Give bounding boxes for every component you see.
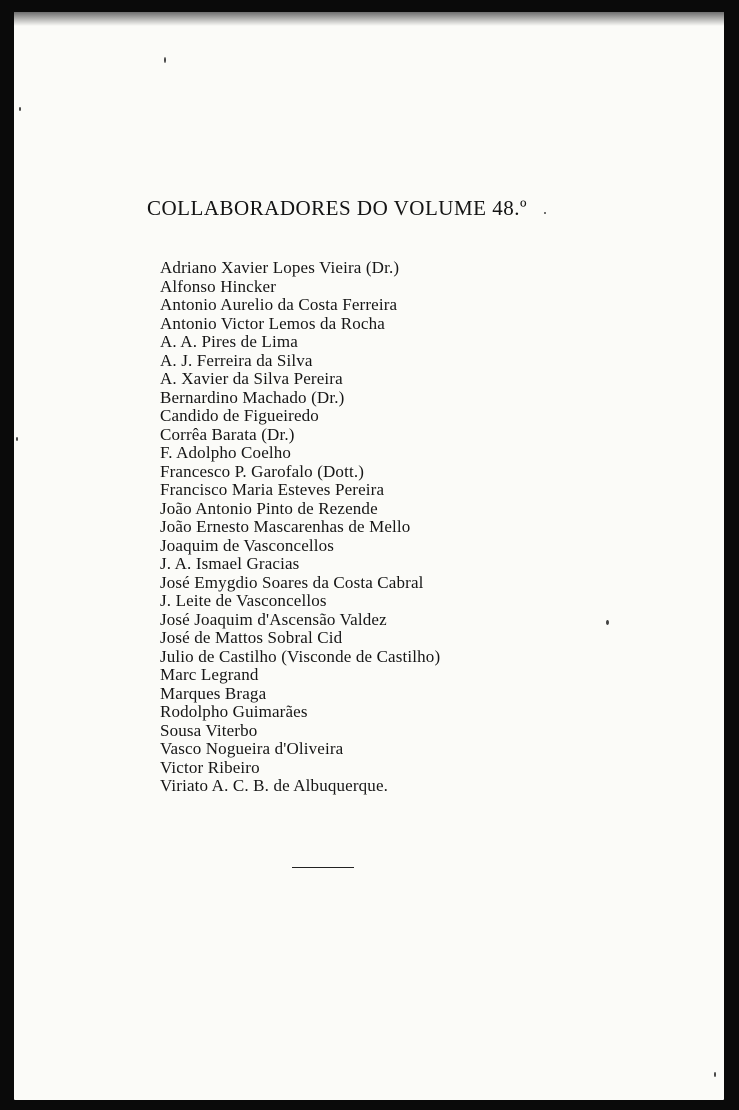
contributor-name: F. Adolpho Coelho (160, 443, 292, 462)
contributor-name: Francesco P. Garofalo (Dott.) (160, 461, 365, 481)
contributor-name: Alfonso Hincker (160, 276, 277, 296)
contributor-name: Rodolpho Guimarães (160, 702, 308, 721)
scan-speck (544, 212, 546, 214)
contributor-name: Antonio Victor Lemos da Rocha (160, 313, 385, 333)
contributor-name: Antonio Aurelio da Costa Ferreira (160, 295, 398, 314)
contributor-name: Francisco Maria Esteves Pereira (160, 480, 385, 499)
page-title: COLLABORADORES DO VOLUME 48.º (147, 196, 527, 220)
contributor-name: A. Xavier da Silva Pereira (160, 369, 343, 388)
contributor-name: João Antonio Pinto de Rezende (160, 498, 378, 518)
contributor-name: Victor Ribeiro (160, 757, 260, 777)
contributor-name: Adriano Xavier Lopes Vieira (Dr.) (160, 258, 400, 277)
contributor-name: A. A. Pires de Lima (160, 332, 298, 351)
contributor-list (160, 259, 440, 796)
end-rule (292, 867, 354, 868)
contributor-name: Candido de Figueiredo (160, 406, 319, 425)
contributor-name: J. Leite de Vasconcellos (160, 591, 327, 610)
contributor-name: Sousa Viterbo (160, 720, 258, 740)
contributor-name: Julio de Castilho (Visconde de Castilho) (160, 646, 441, 666)
contributor-name: José de Mattos Sobral Cid (160, 628, 343, 647)
contributor-name: A. J. Ferreira da Silva (160, 350, 313, 370)
scan-speck (19, 107, 21, 111)
contributor-name: Viriato A. C. B. de Albuquerque. (160, 776, 389, 795)
scan-speck (164, 57, 166, 63)
contributor-name: Corrêa Barata (Dr.) (160, 424, 295, 444)
contributor-name: José Emygdio Soares da Costa Cabral (160, 572, 424, 592)
scan-speck (714, 1072, 716, 1077)
contributor-name: João Ernesto Mascarenhas de Mello (160, 517, 411, 536)
document-page (14, 12, 724, 1100)
scan-speck (606, 620, 609, 625)
contributor-name: José Joaquim d'Ascensão Valdez (160, 609, 387, 629)
contributor-name: Joaquim de Vasconcellos (160, 535, 335, 555)
scan-speck (16, 437, 18, 441)
contributor-name: Marc Legrand (160, 665, 259, 684)
contributor-name: J. A. Ismael Gracias (160, 554, 300, 573)
contributor-name: Bernardino Machado (Dr.) (160, 387, 345, 407)
scan-shadow (14, 12, 724, 26)
contributor-name: Vasco Nogueira d'Oliveira (160, 739, 344, 758)
contributor-name: Marques Braga (160, 683, 267, 703)
